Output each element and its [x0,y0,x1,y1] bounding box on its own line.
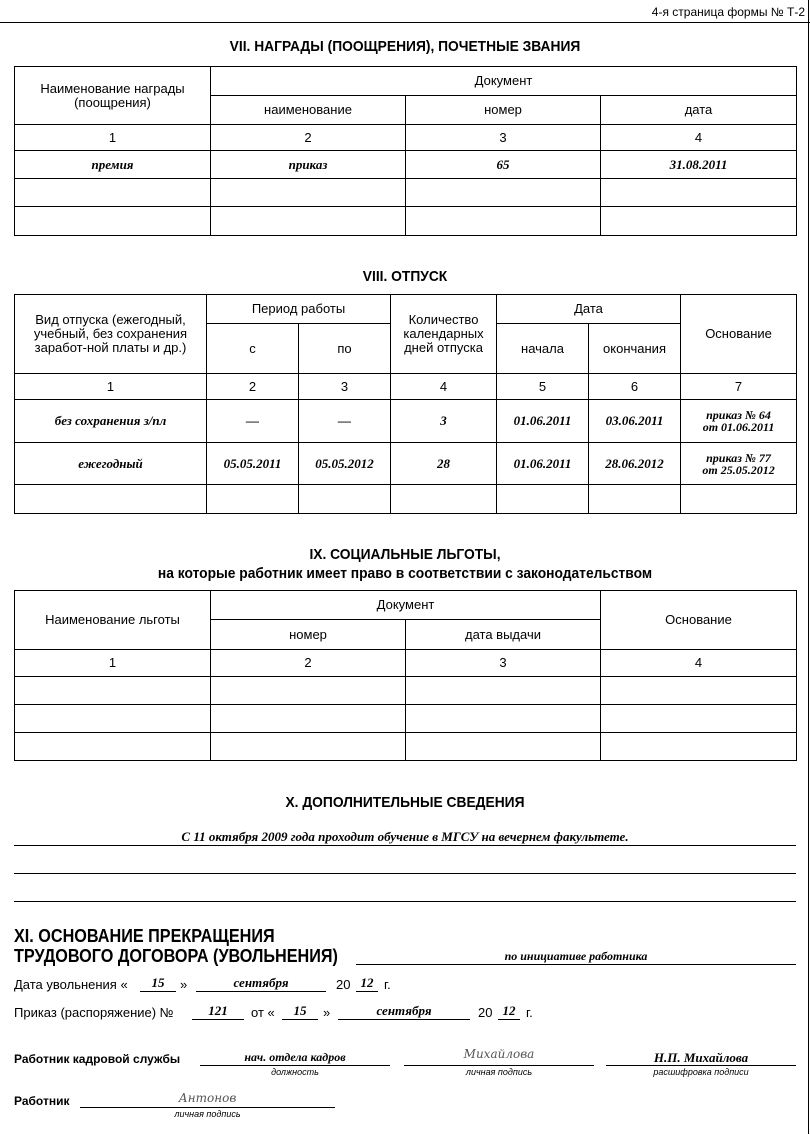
col-number: 4 [601,650,797,677]
hr-signature: Михайлова [463,1047,535,1061]
dismissal-year-line [356,991,378,992]
hr-position-caption: должность [271,1067,319,1077]
section-7-title: VII. НАГРАДЫ (ПООЩРЕНИЯ), ПОЧЕТНЫЕ ЗВАНИЯ [229,38,581,55]
table-row [15,151,797,179]
period-to-cell: — [299,400,391,443]
additional-info-line [14,873,796,874]
termination-basis: по инициативе работника [504,949,648,963]
days-count-cell: 28 [391,443,497,485]
basis-cell [681,400,797,443]
col-number: 2 [207,374,299,400]
col-number: 1 [15,374,207,400]
dismissal-month-line [196,991,326,992]
period-from-cell: 05.05.2011 [207,443,299,485]
date-start-cell: 01.06.2011 [497,400,589,443]
section-10-title: X. ДОПОЛНИТЕЛЬНЫЕ СВЕДЕНИЯ [285,794,525,811]
table-row [15,207,797,236]
doc-name-cell: приказ [211,151,406,179]
section-9-title: IX. СОЦИАЛЬНЫЕ ЛЬГОТЫ, [309,546,501,563]
table-row [15,179,797,207]
year-suffix: г. [384,977,391,992]
header-doc-name: наименование [211,96,406,125]
header-date: Дата [497,295,681,324]
table-row [15,705,797,733]
hr-signature-line [404,1065,594,1066]
col-number: 5 [497,374,589,400]
hr-employee-label: Работник кадровой службы [14,1052,181,1066]
header-document: Документ [211,67,797,96]
days-count-cell: 3 [391,400,497,443]
period-from-cell: — [207,400,299,443]
form-label: 4-я страница формы № Т-2 [651,5,805,19]
basis-line: приказ № 77 [706,450,771,465]
col-number: 1 [15,125,211,151]
order-year: 12 [502,1003,516,1018]
header-period-to: по [299,324,391,374]
header-days-count: Количество календарных дней отпуска [391,295,497,374]
dismissal-day-line [140,991,176,992]
basis-line: от 25.05.2012 [702,462,775,477]
header-date-start: начала [497,324,589,374]
date-end-cell: 28.06.2012 [589,443,681,485]
table-row [15,485,797,514]
table-row [15,677,797,705]
period-to-cell: 05.05.2012 [299,443,391,485]
doc-number-cell: 65 [406,151,601,179]
termination-basis-line [356,964,796,965]
col-number: 7 [681,374,797,400]
order-number: 121 [208,1003,228,1018]
header-basis: Основание [601,591,797,650]
col-number: 2 [211,650,406,677]
header-vacation-type: Вид отпуска (ежегодный, учебный, без сохранения заработ-ной платы и др.) [15,295,207,374]
date-end-cell: 03.06.2011 [589,400,681,443]
vacation-type-cell: ежегодный [15,443,207,485]
header-award-name: Наименование награды (поощрения) [15,67,211,125]
section-11-title-line: XI. ОСНОВАНИЕ ПРЕКРАЩЕНИЯ [14,926,275,946]
date-start-cell: 01.06.2011 [497,443,589,485]
header-basis: Основание [681,295,797,374]
dismissal-day: 15 [151,975,165,990]
year-prefix: 20 [478,1005,493,1020]
col-number: 3 [406,125,601,151]
header-doc-number: номер [406,96,601,125]
table-row [15,733,797,761]
col-number: 3 [406,650,601,677]
doc-date-cell: 31.08.2011 [601,151,797,179]
basis-line: приказ № 64 [706,408,771,422]
basis-cell [681,443,797,485]
employee-signature-caption: личная подпись [174,1109,241,1119]
section-9-subtitle: на которые работник имеет право в соответствии с законодательством [157,565,653,582]
header-period-from: с [207,324,299,374]
dismissal-year: 12 [360,975,374,990]
awards-table [14,66,797,236]
employee-signature: Антонов [178,1091,237,1105]
header-work-period: Период работы [207,295,391,324]
hr-name: Н.П. Михайлова [653,1050,749,1065]
benefits-table [14,590,797,761]
header-document: Документ [211,591,601,620]
header-date-end: окончания [589,324,681,374]
vacation-type-cell: без сохранения з/пл [15,400,207,443]
dismissal-month: сентября [233,975,289,990]
additional-info-text: С 11 октября 2009 года проходит обучение в МГСУ на вечернем факультете. [181,829,629,844]
table-row [15,400,797,443]
year-suffix: г. [526,1005,533,1020]
hr-position-line [200,1065,390,1066]
order-day-line [282,1019,318,1020]
quote-close: » [323,1005,331,1020]
table-row [15,443,797,485]
col-number: 6 [589,374,681,400]
order-month-line [338,1019,470,1020]
col-number: 3 [299,374,391,400]
section-11-title-line: ТРУДОВОГО ДОГОВОРА (УВОЛЬНЕНИЯ) [14,946,338,966]
order-number-line [192,1019,244,1020]
basis-line: от 01.06.2011 [702,420,775,434]
header-doc-issued: дата выдачи [406,620,601,650]
additional-info-line [14,845,796,846]
vacation-table [14,294,797,514]
order-from-label: от « [251,1005,275,1020]
col-number: 2 [211,125,406,151]
section-11-title [14,926,338,966]
header-doc-date: дата [601,96,797,125]
order-year-line [498,1019,520,1020]
hr-name-line [606,1065,796,1066]
quote-close: » [180,977,188,992]
header-doc-number: номер [211,620,406,650]
header-rule [0,22,810,23]
additional-info-line [14,901,796,902]
hr-signature-caption: личная подпись [465,1067,533,1077]
hr-name-caption: расшифровка подписи [653,1067,749,1077]
year-prefix: 20 [336,977,351,992]
hr-position: нач. отдела кадров [244,1050,346,1064]
order-day: 15 [293,1003,307,1018]
header-benefit-name: Наименование льготы [15,591,211,650]
employee-label: Работник [14,1094,70,1108]
col-number: 4 [391,374,497,400]
award-name-cell: премия [15,151,211,179]
dismissal-date-label: Дата увольнения « [14,977,128,992]
col-number: 4 [601,125,797,151]
section-8-title: VIII. ОТПУСК [362,268,448,285]
col-number: 1 [15,650,211,677]
order-month: сентября [376,1003,432,1018]
employee-signature-line [80,1107,335,1108]
order-label: Приказ (распоряжение) № [14,1005,174,1020]
